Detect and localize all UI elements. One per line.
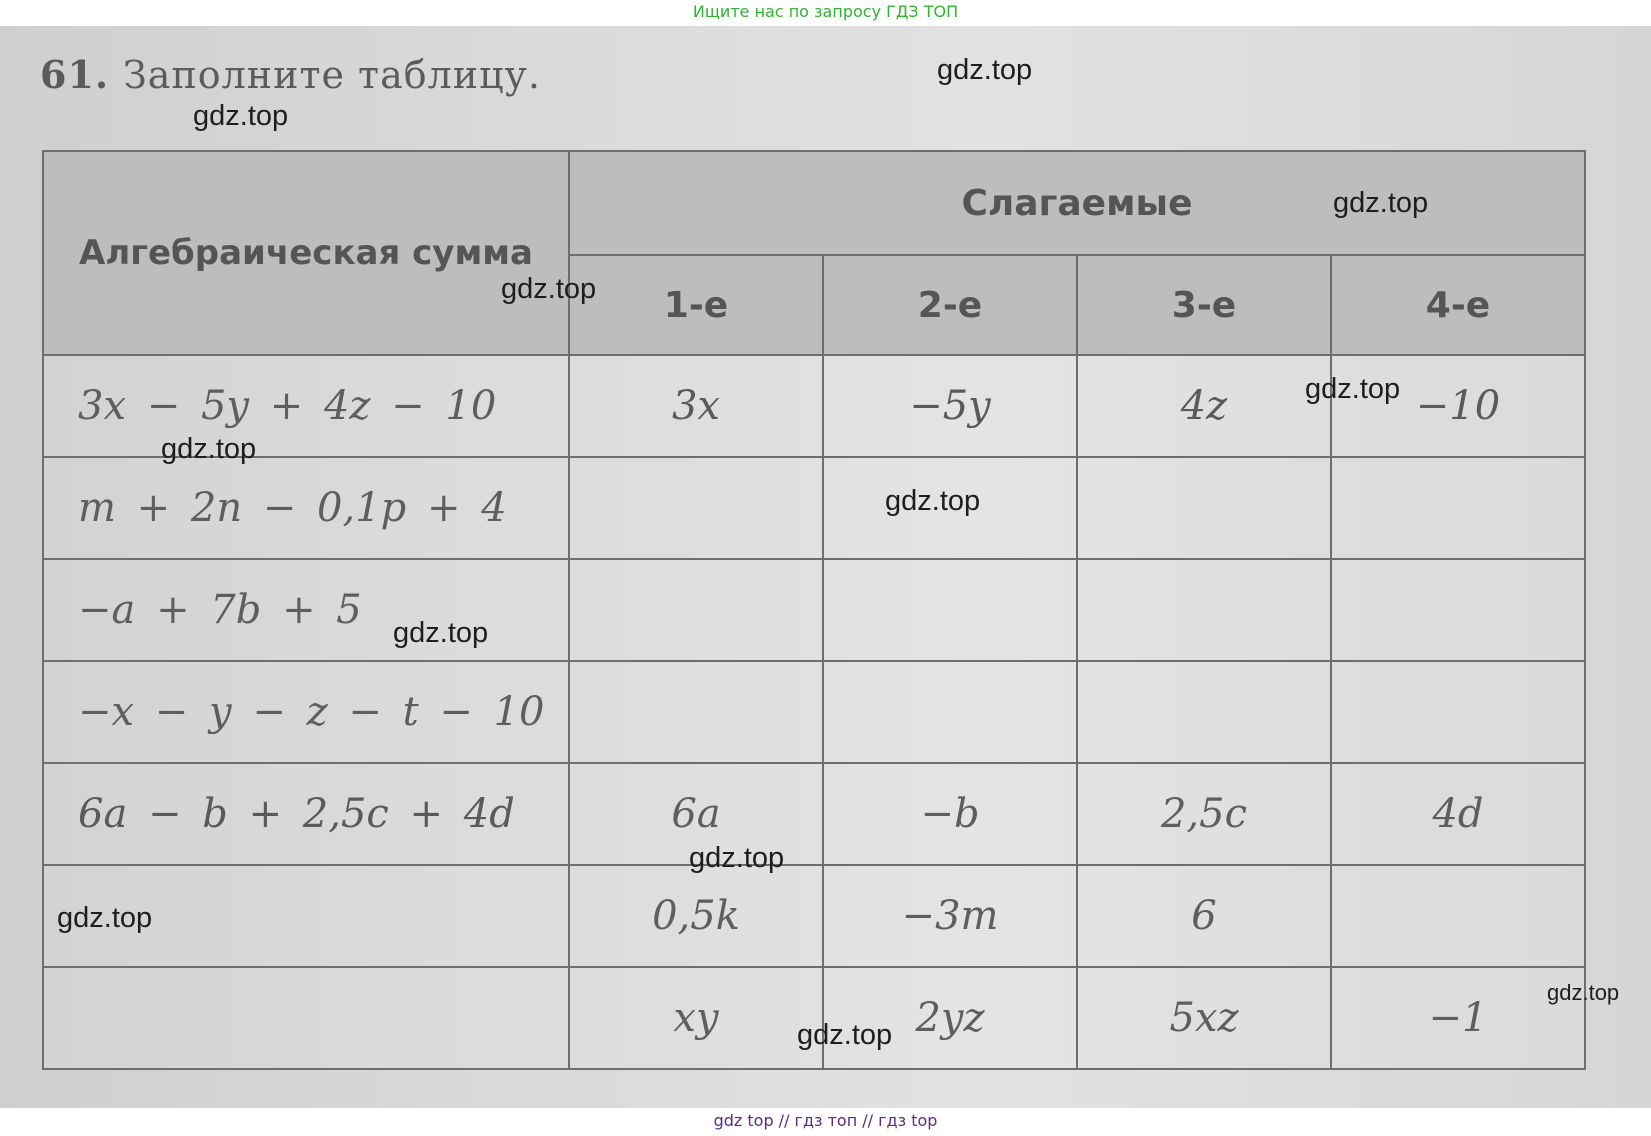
term-cell: 2,5c: [1077, 763, 1331, 865]
term-cell: −1: [1331, 967, 1585, 1069]
expression-cell: 6a − b + 2,5c + 4d: [43, 763, 569, 865]
task-heading: [40, 52, 541, 97]
expression-cell: −x − y − z − t − 10: [43, 661, 569, 763]
term-cell: xy: [569, 967, 823, 1069]
table-row: [43, 865, 1585, 967]
bottom-banner: gdz top // гдз топ // гдз top: [0, 1108, 1651, 1136]
table-row: [43, 967, 1585, 1069]
table-row: [43, 763, 1585, 865]
term-cell: −5y: [823, 355, 1077, 457]
expression-cell: [43, 967, 569, 1069]
watermark-text: gdz.top: [393, 617, 489, 649]
table-row: [43, 355, 1585, 457]
term-cell: 5xz: [1077, 967, 1331, 1069]
watermark-text: gdz.top: [1547, 980, 1620, 1005]
header-term-1: 1-е: [569, 255, 823, 355]
term-cell: 3x: [569, 355, 823, 457]
term-cell: [1331, 457, 1585, 559]
term-cell: 0,5k: [569, 865, 823, 967]
watermark-text: gdz.top: [57, 902, 153, 934]
header-terms: Слагаемые: [569, 151, 1585, 255]
task-number: 61.: [40, 52, 110, 97]
watermark-text: gdz.top: [501, 273, 597, 305]
term-cell: 6a: [569, 763, 823, 865]
term-cell: [569, 559, 823, 661]
term-cell: 4z: [1077, 355, 1331, 457]
term-cell: −b: [823, 763, 1077, 865]
expression-cell: 3x − 5y + 4z − 10: [43, 355, 569, 457]
term-cell: [1331, 559, 1585, 661]
term-cell: −10: [1331, 355, 1585, 457]
watermark-text: gdz.top: [797, 1019, 893, 1051]
table-row: [43, 457, 1585, 559]
term-cell: [1331, 865, 1585, 967]
watermark-text: gdz.top: [1305, 373, 1401, 405]
term-cell: [1331, 661, 1585, 763]
header-algebraic-sum: Алгебраическая сумма: [43, 151, 569, 355]
table-row: [43, 559, 1585, 661]
term-cell: 6: [1077, 865, 1331, 967]
term-cell: [1077, 559, 1331, 661]
watermark-text: gdz.top: [1333, 187, 1429, 219]
term-cell: [823, 661, 1077, 763]
table-row: [43, 661, 1585, 763]
term-cell: [1077, 661, 1331, 763]
watermark-text: gdz.top: [689, 842, 785, 874]
header-term-4: 4-е: [1331, 255, 1585, 355]
term-cell: [569, 457, 823, 559]
term-cell: [569, 661, 823, 763]
watermark-text: gdz.top: [193, 100, 289, 132]
task-text: Заполните таблицу.: [123, 53, 541, 97]
term-cell: [1077, 457, 1331, 559]
header-term-2: 2-е: [823, 255, 1077, 355]
term-cell: −3m: [823, 865, 1077, 967]
term-cell: [823, 559, 1077, 661]
term-cell: 2yz: [823, 967, 1077, 1069]
watermark-text: gdz.top: [161, 433, 257, 465]
expression-cell: m + 2n − 0,1p + 4: [43, 457, 569, 559]
top-banner: Ищите нас по запросу ГДЗ ТОП: [0, 0, 1651, 26]
term-cell: 4d: [1331, 763, 1585, 865]
header-term-3: 3-е: [1077, 255, 1331, 355]
expression-cell: −a + 7b + 5: [43, 559, 569, 661]
watermark-text: gdz.top: [937, 54, 1033, 86]
watermark-text: gdz.top: [885, 485, 981, 517]
terms-table: [42, 150, 1586, 1070]
